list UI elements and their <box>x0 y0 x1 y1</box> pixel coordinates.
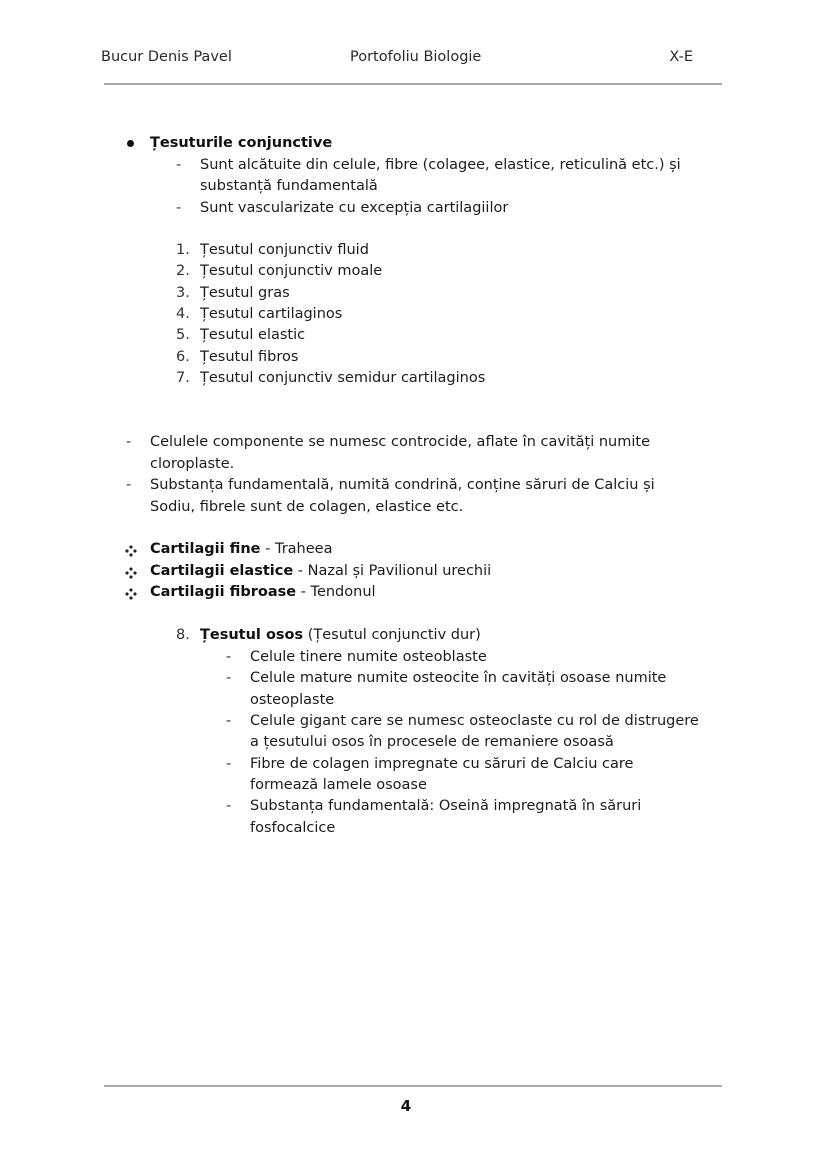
bone-item-text-cont: a țesutului osos în procesele de remaniere osoasă <box>250 734 614 750</box>
dash-marker: - <box>176 200 182 216</box>
note-text-cont: Sodiu, fibrele sunt de colagen, elastice etc. <box>150 499 464 515</box>
dash-item-text: Sunt vascularizate cu excepția cartilagiilor <box>200 200 509 216</box>
bone-item-text: Substanța fundamentală: Oseină impregnată în săruri <box>250 798 642 814</box>
bullet-icon <box>127 140 134 147</box>
cartilage-type-term: Cartilagii fibroase <box>150 584 297 600</box>
dash-marker: - <box>126 477 132 493</box>
list-number: 7. <box>176 370 190 386</box>
note-text: Celulele componente se numesc controcide, aflate în cavități numite <box>150 434 651 450</box>
cartilage-type-desc: Traheea <box>274 541 333 557</box>
list-number: 8. <box>176 627 190 643</box>
footer-divider <box>104 1085 722 1087</box>
page-header <box>101 49 693 71</box>
bone-item-text: Celule mature numite osteocite în cavități osoase numite <box>250 670 667 686</box>
list-item: Țesutul conjunctiv semidur cartilaginos <box>200 370 486 386</box>
page-number: 4 <box>400 1097 412 1115</box>
list-number: 4. <box>176 306 190 322</box>
list-item: Țesutul elastic <box>200 327 306 343</box>
dash-marker: - <box>226 670 232 686</box>
list-item: Țesutul fibros <box>200 349 299 365</box>
dash-marker: - <box>176 157 182 173</box>
list-number: 2. <box>176 263 190 279</box>
header-divider <box>104 83 722 85</box>
cartilage-type-item <box>150 539 332 560</box>
diamond-bullet-icon <box>125 567 137 579</box>
dash-item-text-cont: substanță fundamentală <box>200 178 378 194</box>
dash-marker: - <box>226 649 232 665</box>
diamond-bullet-icon <box>125 588 137 600</box>
header-class: X-E <box>669 49 693 65</box>
separator: - <box>296 584 311 600</box>
list-number: 1. <box>176 242 190 258</box>
bone-item-text-cont: fosfocalcice <box>250 820 336 836</box>
bone-subtitle: (Țesutul conjunctiv dur) <box>303 627 481 643</box>
note-text-cont: cloroplaste. <box>150 456 235 472</box>
bone-item-text: Fibre de colagen impregnate cu săruri de Calciu care <box>250 756 634 772</box>
cartilage-type-term: Cartilagii fine <box>150 541 261 557</box>
diamond-bullet-icon <box>125 545 137 557</box>
header-author: Bucur Denis Pavel <box>101 49 232 65</box>
list-number: 3. <box>176 285 190 301</box>
dash-marker: - <box>226 798 232 814</box>
separator: - <box>293 563 308 579</box>
list-item: Țesutul conjunctiv moale <box>200 263 383 279</box>
cartilage-type-desc: Tendonul <box>310 584 376 600</box>
cartilage-type-term: Cartilagii elastice <box>150 563 294 579</box>
note-text: Substanța fundamentală, numită condrină, conține săruri de Calciu și <box>150 477 655 493</box>
cartilage-type-item <box>150 582 376 603</box>
bone-item-text-cont: formează lamele osoase <box>250 777 427 793</box>
bone-heading <box>200 625 481 646</box>
dash-marker: - <box>226 713 232 729</box>
list-number: 5. <box>176 327 190 343</box>
list-item: Țesutul gras <box>200 285 290 301</box>
section-heading: Țesuturile conjunctive <box>150 135 333 151</box>
dash-item-text: Sunt alcătuite din celule, fibre (colagee, elastice, reticulină etc.) și <box>200 157 681 173</box>
bone-item-text: Celule tinere numite osteoblaste <box>250 649 487 665</box>
dash-marker: - <box>126 434 132 450</box>
cartilage-type-item <box>150 561 491 582</box>
header-title: Portofoliu Biologie <box>350 49 482 65</box>
bone-item-text: Celule gigant care se numesc osteoclaste cu rol de distrugere <box>250 713 699 729</box>
bone-item-text-cont: osteoplaste <box>250 692 335 708</box>
list-number: 6. <box>176 349 190 365</box>
list-item: Țesutul conjunctiv fluid <box>200 242 369 258</box>
list-item: Țesutul cartilaginos <box>200 306 343 322</box>
separator: - <box>260 541 275 557</box>
bone-title: Țesutul osos <box>200 627 304 643</box>
dash-marker: - <box>226 756 232 772</box>
cartilage-type-desc: Nazal și Pavilionul urechii <box>307 563 492 579</box>
